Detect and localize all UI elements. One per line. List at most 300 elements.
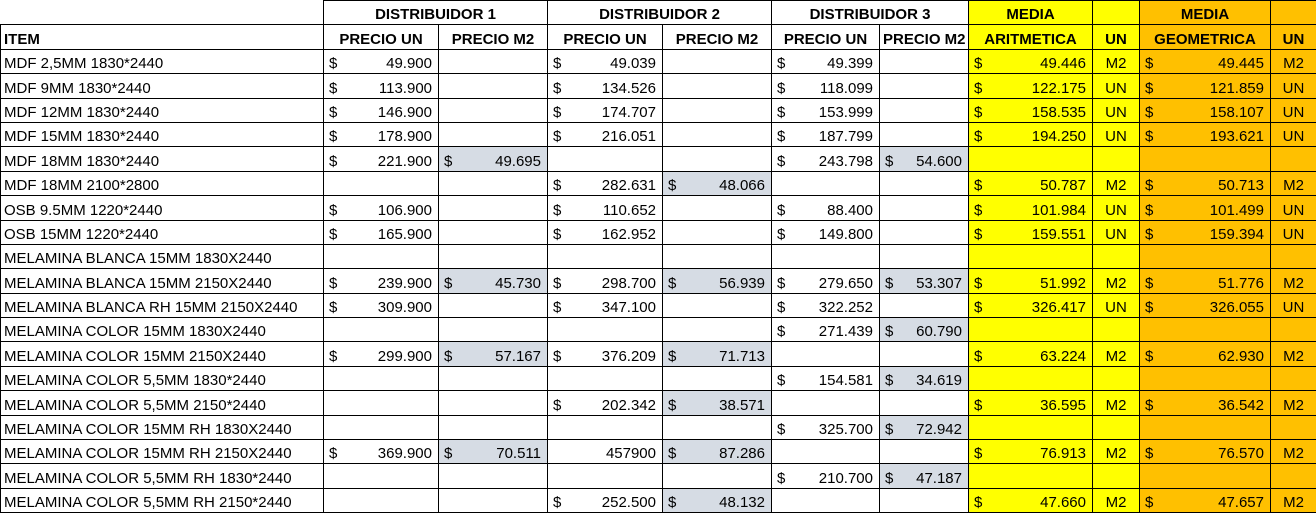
currency-symbol: $ (668, 494, 677, 512)
media-geometrica-cell (1140, 488, 1271, 512)
currency-symbol: $ (444, 274, 453, 292)
amount: 149.800 (818, 225, 873, 243)
amount: 48.132 (719, 494, 765, 512)
media-aritmetica-cell (969, 171, 1093, 195)
currency-symbol: $ (974, 494, 983, 512)
amount: 279.650 (818, 274, 873, 292)
d1-precio-un-cell (324, 366, 439, 390)
currency-value (1143, 79, 1267, 98)
media-geometrica-unit-header-top (1271, 1, 1316, 25)
d2-precio-m2-cell (663, 74, 772, 98)
d3-precio-un-cell (772, 98, 880, 122)
d2-precio-un-cell (548, 98, 663, 122)
currency-symbol: $ (777, 421, 786, 439)
media-aritmetica-unit-cell: UN (1093, 98, 1140, 122)
amount: 158.107 (1209, 103, 1264, 121)
amount: 101.984 (1031, 201, 1086, 219)
currency-symbol: $ (974, 396, 983, 414)
media-aritmetica-cell (969, 220, 1093, 244)
distribuidor-2-header: DISTRIBUIDOR 2 (548, 1, 772, 25)
media-geometrica-unit-cell: M2 (1271, 49, 1316, 73)
amount: 76.570 (1218, 445, 1264, 463)
d2-precio-un-cell (548, 196, 663, 220)
d3-precio-un-cell (772, 244, 880, 268)
currency-symbol: $ (1145, 201, 1154, 219)
currency-symbol: $ (329, 201, 338, 219)
table-row (1, 415, 1316, 439)
currency-symbol: $ (553, 79, 562, 97)
d2-precio-un-cell: 457900 (548, 440, 663, 464)
amount: 158.535 (1031, 103, 1086, 121)
currency-value (442, 444, 544, 463)
media-aritmetica-unit-cell: M2 (1093, 342, 1140, 366)
currency-value (666, 493, 768, 512)
amount: 49.900 (386, 55, 432, 73)
table-row (1, 488, 1316, 512)
currency-symbol: $ (885, 421, 894, 439)
d3-precio-un-cell (772, 122, 880, 146)
d3-precio-un-cell (772, 269, 880, 293)
d2-precio-m2-cell (663, 366, 772, 390)
d1-precio-m2-cell (439, 342, 548, 366)
currency-value (775, 371, 876, 390)
media-aritmetica-unit-cell: UN (1093, 122, 1140, 146)
currency-value (327, 54, 435, 73)
d1-precio-m2-cell (439, 464, 548, 488)
item-cell: MDF 15MM 1830*2440 (1, 122, 324, 146)
currency-value (972, 225, 1089, 244)
d1-precio-m2-cell (439, 293, 548, 317)
currency-value (327, 79, 435, 98)
table-row (1, 74, 1316, 98)
amount: 56.939 (719, 274, 765, 292)
media-aritmetica-cell (969, 464, 1093, 488)
d1-precio-un-cell (324, 293, 439, 317)
d1-precio-m2-cell (439, 122, 548, 146)
media-aritmetica-cell (969, 440, 1093, 464)
media-geometrica-cell (1140, 342, 1271, 366)
currency-symbol: $ (974, 225, 983, 243)
d3-precio-un-cell (772, 366, 880, 390)
amount: 221.900 (377, 152, 432, 170)
d1-precio-un-cell (324, 342, 439, 366)
currency-value (327, 274, 435, 293)
currency-value (775, 298, 876, 317)
table-row (1, 342, 1316, 366)
currency-value (1143, 176, 1267, 195)
currency-symbol: $ (1145, 347, 1154, 365)
media-geometrica-unit-cell: M2 (1271, 488, 1316, 512)
d2-precio-un-cell (548, 244, 663, 268)
currency-value (775, 79, 876, 98)
amount: 60.790 (916, 323, 962, 341)
amount: 50.787 (1040, 177, 1086, 195)
amount: 193.621 (1209, 128, 1264, 146)
media-aritmetica-cell (969, 74, 1093, 98)
table-row (1, 440, 1316, 464)
currency-value (972, 493, 1089, 512)
currency-symbol: $ (1145, 274, 1154, 292)
d3-precio-un-cell (772, 440, 880, 464)
d3-precio-un-cell (772, 342, 880, 366)
currency-symbol: $ (329, 128, 338, 146)
currency-value (775, 201, 876, 220)
media-geometrica-unit-cell (1271, 366, 1316, 390)
amount: 347.100 (601, 299, 656, 317)
media-geometrica-unit-cell (1271, 244, 1316, 268)
currency-symbol: $ (329, 299, 338, 317)
currency-symbol: $ (1145, 445, 1154, 463)
item-cell: MELAMINA COLOR 5,5MM 1830*2440 (1, 366, 324, 390)
currency-symbol: $ (1145, 396, 1154, 414)
d1-precio-m2-cell (439, 318, 548, 342)
media-geometrica-unit-cell (1271, 318, 1316, 342)
distribuidor-3-header: DISTRIBUIDOR 3 (772, 1, 969, 25)
currency-symbol: $ (553, 347, 562, 365)
amount: 87.286 (719, 445, 765, 463)
currency-value (972, 127, 1089, 146)
amount: 326.417 (1031, 299, 1086, 317)
amount: 325.700 (818, 421, 873, 439)
media-geometrica-unit-cell (1271, 147, 1316, 171)
item-cell: MDF 2,5MM 1830*2440 (1, 49, 324, 73)
amount: 174.707 (601, 103, 656, 121)
d2-precio-un-cell (548, 342, 663, 366)
currency-symbol: $ (1145, 225, 1154, 243)
price-rows (1, 49, 1316, 512)
amount: 53.307 (916, 274, 962, 292)
currency-value (327, 298, 435, 317)
currency-value (775, 322, 876, 341)
item-cell: MELAMINA BLANCA 15MM 2150X2440 (1, 269, 324, 293)
currency-value (551, 103, 659, 122)
currency-symbol: $ (668, 347, 677, 365)
amount: 299.900 (377, 347, 432, 365)
media-aritmetica-unit-cell (1093, 366, 1140, 390)
currency-symbol: $ (974, 299, 983, 317)
header-blank-cell (1, 1, 324, 25)
d2-precio-un-cell (548, 464, 663, 488)
currency-value (1143, 493, 1267, 512)
currency-symbol: $ (974, 79, 983, 97)
currency-value (1143, 201, 1267, 220)
d3-precio-m2-cell (880, 342, 969, 366)
media-aritmetica-unit-cell (1093, 147, 1140, 171)
d3-precio-m2-cell (880, 196, 969, 220)
currency-symbol: $ (329, 55, 338, 73)
currency-symbol: $ (553, 128, 562, 146)
currency-symbol: $ (974, 177, 983, 195)
currency-symbol: $ (885, 323, 894, 341)
currency-symbol: $ (777, 79, 786, 97)
currency-symbol: $ (777, 323, 786, 341)
currency-symbol: $ (974, 274, 983, 292)
currency-value (551, 201, 659, 220)
d2-precio-m2-cell (663, 98, 772, 122)
currency-value (972, 176, 1089, 195)
media-aritmetica-unit-cell: M2 (1093, 171, 1140, 195)
currency-value (551, 79, 659, 98)
currency-value (775, 152, 876, 171)
d3-precio-m2-cell (880, 171, 969, 195)
media-aritmetica-unit-cell: UN (1093, 196, 1140, 220)
currency-value (327, 225, 435, 244)
d3-precio-un-cell (772, 464, 880, 488)
media-geometrica-unit-cell: M2 (1271, 391, 1316, 415)
currency-value (775, 54, 876, 73)
currency-value (551, 347, 659, 366)
currency-value (972, 103, 1089, 122)
currency-symbol: $ (444, 445, 453, 463)
amount: 47.187 (916, 469, 962, 487)
d1-precio-un-cell (324, 440, 439, 464)
table-row (1, 220, 1316, 244)
d3-precio-m2-cell (880, 147, 969, 171)
media-aritmetica-unit-cell (1093, 244, 1140, 268)
media-geometrica-cell (1140, 171, 1271, 195)
media-geometrica-cell (1140, 464, 1271, 488)
amount: 76.913 (1040, 445, 1086, 463)
amount: 36.542 (1218, 396, 1264, 414)
d3-precio-m2-cell (880, 98, 969, 122)
currency-value (775, 103, 876, 122)
media-aritmetica-unit-cell: UN (1093, 74, 1140, 98)
currency-value (883, 152, 965, 171)
d3-precio-un-cell (772, 488, 880, 512)
amount: 49.695 (495, 152, 541, 170)
d3-precio-m2-cell (880, 391, 969, 415)
media-aritmetica-unit-cell: M2 (1093, 49, 1140, 73)
media-aritmetica-cell (969, 269, 1093, 293)
d2-precio-m2-cell (663, 244, 772, 268)
d2-precio-m2-cell (663, 342, 772, 366)
amount: 159.551 (1031, 225, 1086, 243)
currency-symbol: $ (553, 274, 562, 292)
d1-precio-m2-cell (439, 366, 548, 390)
d1-precio-m2-cell (439, 488, 548, 512)
media-geometrica-cell (1140, 366, 1271, 390)
currency-symbol: $ (777, 128, 786, 146)
item-cell: MELAMINA COLOR 5,5MM 2150*2440 (1, 391, 324, 415)
d1-precio-un-cell (324, 147, 439, 171)
currency-symbol: $ (1145, 103, 1154, 121)
amount: 54.600 (916, 152, 962, 170)
d1-precio-m2-cell (439, 147, 548, 171)
currency-symbol: $ (329, 225, 338, 243)
d1-precio-m2-header: PRECIO M2 (439, 25, 548, 49)
media-aritmetica-cell (969, 293, 1093, 317)
currency-symbol: $ (668, 274, 677, 292)
amount: 49.445 (1218, 55, 1264, 73)
amount: 202.342 (601, 396, 656, 414)
d2-precio-m2-cell (663, 391, 772, 415)
d3-precio-m2-header: PRECIO M2 (880, 25, 969, 49)
currency-value (972, 274, 1089, 293)
media-aritmetica-cell (969, 98, 1093, 122)
media-aritmetica-unit-header-top (1093, 1, 1140, 25)
d3-precio-un-cell (772, 196, 880, 220)
header-row-1 (1, 1, 1316, 25)
item-cell: MELAMINA COLOR 5,5MM RH 1830*2440 (1, 464, 324, 488)
d1-precio-m2-cell (439, 244, 548, 268)
amount: 49.039 (610, 55, 656, 73)
currency-value (666, 176, 768, 195)
currency-symbol: $ (329, 445, 338, 463)
d3-precio-un-header: PRECIO UN (772, 25, 880, 49)
item-cell: MDF 18MM 1830*2440 (1, 147, 324, 171)
amount: 36.595 (1040, 396, 1086, 414)
d3-precio-un-cell (772, 220, 880, 244)
media-geometrica-unit-cell: UN (1271, 196, 1316, 220)
d1-precio-un-header: PRECIO UN (324, 25, 439, 49)
amount: 63.224 (1040, 347, 1086, 365)
d2-precio-m2-cell (663, 464, 772, 488)
currency-symbol: $ (885, 274, 894, 292)
amount: 326.055 (1209, 299, 1264, 317)
media-aritmetica-unit-cell: M2 (1093, 488, 1140, 512)
currency-symbol: $ (974, 201, 983, 219)
d1-precio-m2-cell (439, 98, 548, 122)
amount: 178.900 (377, 128, 432, 146)
d2-precio-m2-cell (663, 122, 772, 146)
currency-symbol: $ (974, 103, 983, 121)
currency-value (883, 420, 965, 439)
d3-precio-m2-cell (880, 318, 969, 342)
d2-precio-un-cell (548, 74, 663, 98)
d1-precio-un-cell (324, 196, 439, 220)
media-geometrica-unit-cell: UN (1271, 122, 1316, 146)
media-aritmetica-cell (969, 366, 1093, 390)
amount: 322.252 (818, 299, 873, 317)
media-geometrica-cell (1140, 293, 1271, 317)
d2-precio-un-cell (548, 488, 663, 512)
amount: 101.499 (1209, 201, 1264, 219)
d1-precio-un-cell (324, 49, 439, 73)
currency-value (775, 225, 876, 244)
d1-precio-un-cell (324, 171, 439, 195)
amount: 38.571 (719, 396, 765, 414)
media-geometrica-unit-cell: M2 (1271, 342, 1316, 366)
d3-precio-m2-cell (880, 269, 969, 293)
currency-symbol: $ (553, 103, 562, 121)
currency-symbol: $ (668, 177, 677, 195)
table-row (1, 269, 1316, 293)
d3-precio-m2-cell (880, 293, 969, 317)
media-geometrica-unit-cell: UN (1271, 220, 1316, 244)
item-cell: MELAMINA COLOR 15MM RH 2150X2440 (1, 440, 324, 464)
amount: 239.900 (377, 274, 432, 292)
table-row (1, 122, 1316, 146)
item-cell: OSB 9.5MM 1220*2440 (1, 196, 324, 220)
currency-symbol: $ (1145, 299, 1154, 317)
currency-value (442, 274, 544, 293)
media-geometrica-unit-cell: M2 (1271, 269, 1316, 293)
table-row (1, 171, 1316, 195)
media-aritmetica-header-top: MEDIA (969, 1, 1093, 25)
currency-value (666, 396, 768, 415)
amount: 113.900 (378, 79, 432, 97)
item-header: ITEM (1, 25, 324, 49)
table-row (1, 318, 1316, 342)
table-row (1, 49, 1316, 73)
distribuidor-1-header: DISTRIBUIDOR 1 (324, 1, 548, 25)
media-geometrica-cell (1140, 415, 1271, 439)
item-cell: MELAMINA COLOR 5,5MM RH 2150*2440 (1, 488, 324, 512)
table-row (1, 98, 1316, 122)
amount: 162.952 (601, 225, 656, 243)
d2-precio-m2-cell (663, 49, 772, 73)
table-row (1, 293, 1316, 317)
d3-precio-m2-cell (880, 220, 969, 244)
media-aritmetica-unit-cell: M2 (1093, 269, 1140, 293)
amount: 71.713 (719, 347, 765, 365)
currency-value (1143, 127, 1267, 146)
d2-precio-un-cell (548, 49, 663, 73)
amount: 70.511 (496, 445, 541, 463)
amount: 47.660 (1040, 494, 1086, 512)
currency-value (883, 322, 965, 341)
amount: 376.209 (601, 347, 656, 365)
currency-symbol: $ (553, 396, 562, 414)
d1-precio-un-cell (324, 122, 439, 146)
media-aritmetica-unit-cell: UN (1093, 293, 1140, 317)
currency-symbol: $ (553, 177, 562, 195)
currency-symbol: $ (329, 347, 338, 365)
amount: 146.900 (377, 103, 432, 121)
d2-precio-m2-cell (663, 147, 772, 171)
media-geometrica-unit-cell: M2 (1271, 440, 1316, 464)
currency-value (1143, 225, 1267, 244)
currency-symbol: $ (885, 152, 894, 170)
currency-symbol: $ (329, 152, 338, 170)
currency-value (1143, 298, 1267, 317)
currency-value (327, 201, 435, 220)
d3-precio-m2-cell (880, 488, 969, 512)
header-row-2 (1, 25, 1316, 49)
media-aritmetica-header: ARITMETICA (969, 25, 1093, 49)
currency-value (327, 152, 435, 171)
currency-symbol: $ (553, 225, 562, 243)
d2-precio-m2-cell (663, 318, 772, 342)
d1-precio-un-cell (324, 244, 439, 268)
currency-symbol: $ (329, 79, 338, 97)
media-aritmetica-unit-cell: UN (1093, 220, 1140, 244)
media-aritmetica-cell (969, 196, 1093, 220)
item-cell: MELAMINA COLOR 15MM 1830X2440 (1, 318, 324, 342)
amount: 106.900 (377, 201, 432, 219)
amount: 243.798 (818, 152, 873, 170)
currency-symbol: $ (329, 103, 338, 121)
currency-symbol: $ (885, 372, 894, 390)
item-cell: MDF 18MM 2100*2800 (1, 171, 324, 195)
item-cell: MDF 9MM 1830*2440 (1, 74, 324, 98)
currency-value (972, 54, 1089, 73)
item-cell: MDF 12MM 1830*2440 (1, 98, 324, 122)
currency-value (551, 127, 659, 146)
d2-precio-m2-cell (663, 440, 772, 464)
amount: 271.439 (818, 323, 873, 341)
currency-value (1143, 103, 1267, 122)
amount: 110.652 (602, 201, 656, 219)
d1-precio-m2-cell (439, 74, 548, 98)
amount: 194.250 (1031, 128, 1086, 146)
amount: 154.581 (818, 372, 873, 390)
amount: 309.900 (377, 299, 432, 317)
d1-precio-m2-cell (439, 220, 548, 244)
currency-value (972, 347, 1089, 366)
currency-symbol: $ (777, 201, 786, 219)
currency-value (1143, 347, 1267, 366)
